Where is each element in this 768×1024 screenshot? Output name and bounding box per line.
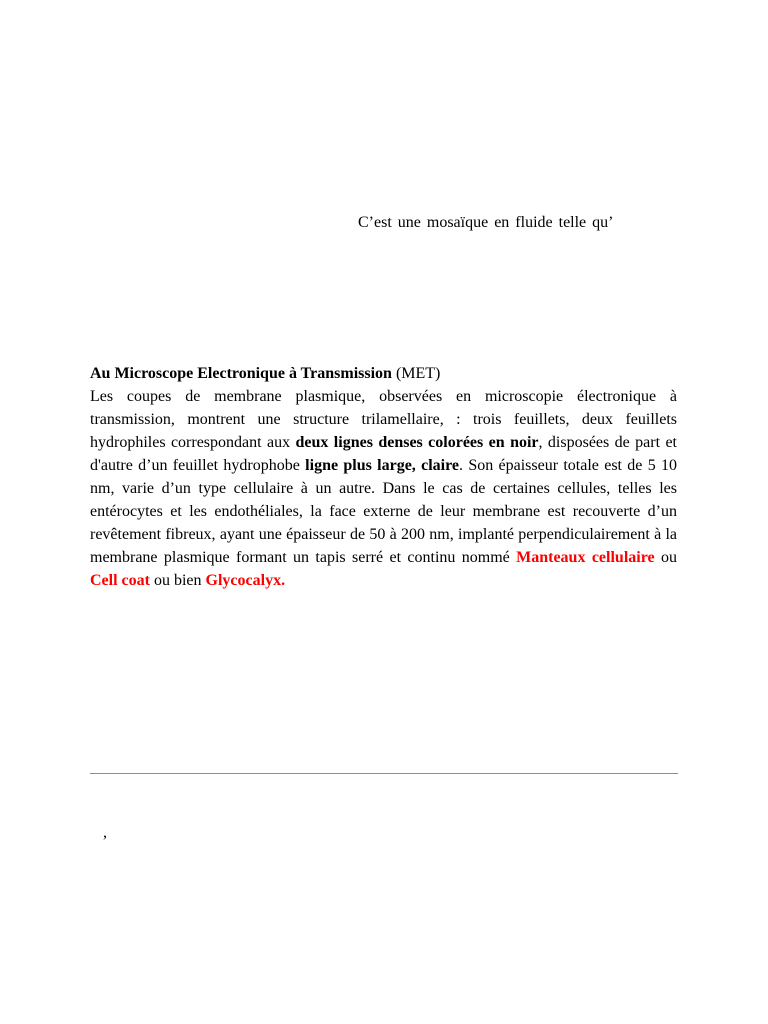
section-title — [90, 362, 677, 385]
body-text-1: Les coupes de membrane plasmique, observées en microscopie électronique à transmission, montrent une structure trilamellaire, : trois feuillets, deux feuillets hydrophiles correspondant aux — [90, 388, 677, 451]
cell-coat-term: Cell coat — [90, 572, 150, 589]
fluid-mosaic-line: C’est une mosaïque en fluide telle qu’ — [358, 214, 614, 231]
footnote-divider — [90, 773, 678, 774]
body-text-2: , disposées de part et d'autre d’un feuillet hydrophobe — [90, 434, 678, 474]
cell-mantle-term: Manteaux cellulaire — [516, 549, 655, 566]
met-section — [90, 362, 677, 592]
section-body — [90, 385, 677, 592]
section-title-abbrev: (MET) — [391, 365, 441, 382]
light-line-term: ligne plus large, claire — [305, 457, 460, 474]
stray-comma: , — [103, 824, 107, 841]
body-text-5: ou bien — [149, 572, 206, 589]
section-title-bold: Au Microscope Electronique à Transmission — [90, 365, 392, 382]
dense-lines-term: deux lignes denses colorées en noir — [295, 434, 539, 451]
glycocalyx-term: Glycocalyx. — [205, 572, 286, 589]
body-text-3: . Son épaisseur totale est de 5 10 nm, varie d’un type cellulaire à un autre. Dans le cas de certaines cellules, telles les entérocytes et les endothéliales, la face externe de leur membrane est recouverte d’un revêtement fibreux, ayant une épaisseur de 50 à 200 nm, implanté perpendiculairement à la membrane plasmique formant un tapis serré et continu nommé — [90, 457, 678, 566]
body-text-4: ou — [654, 549, 677, 566]
